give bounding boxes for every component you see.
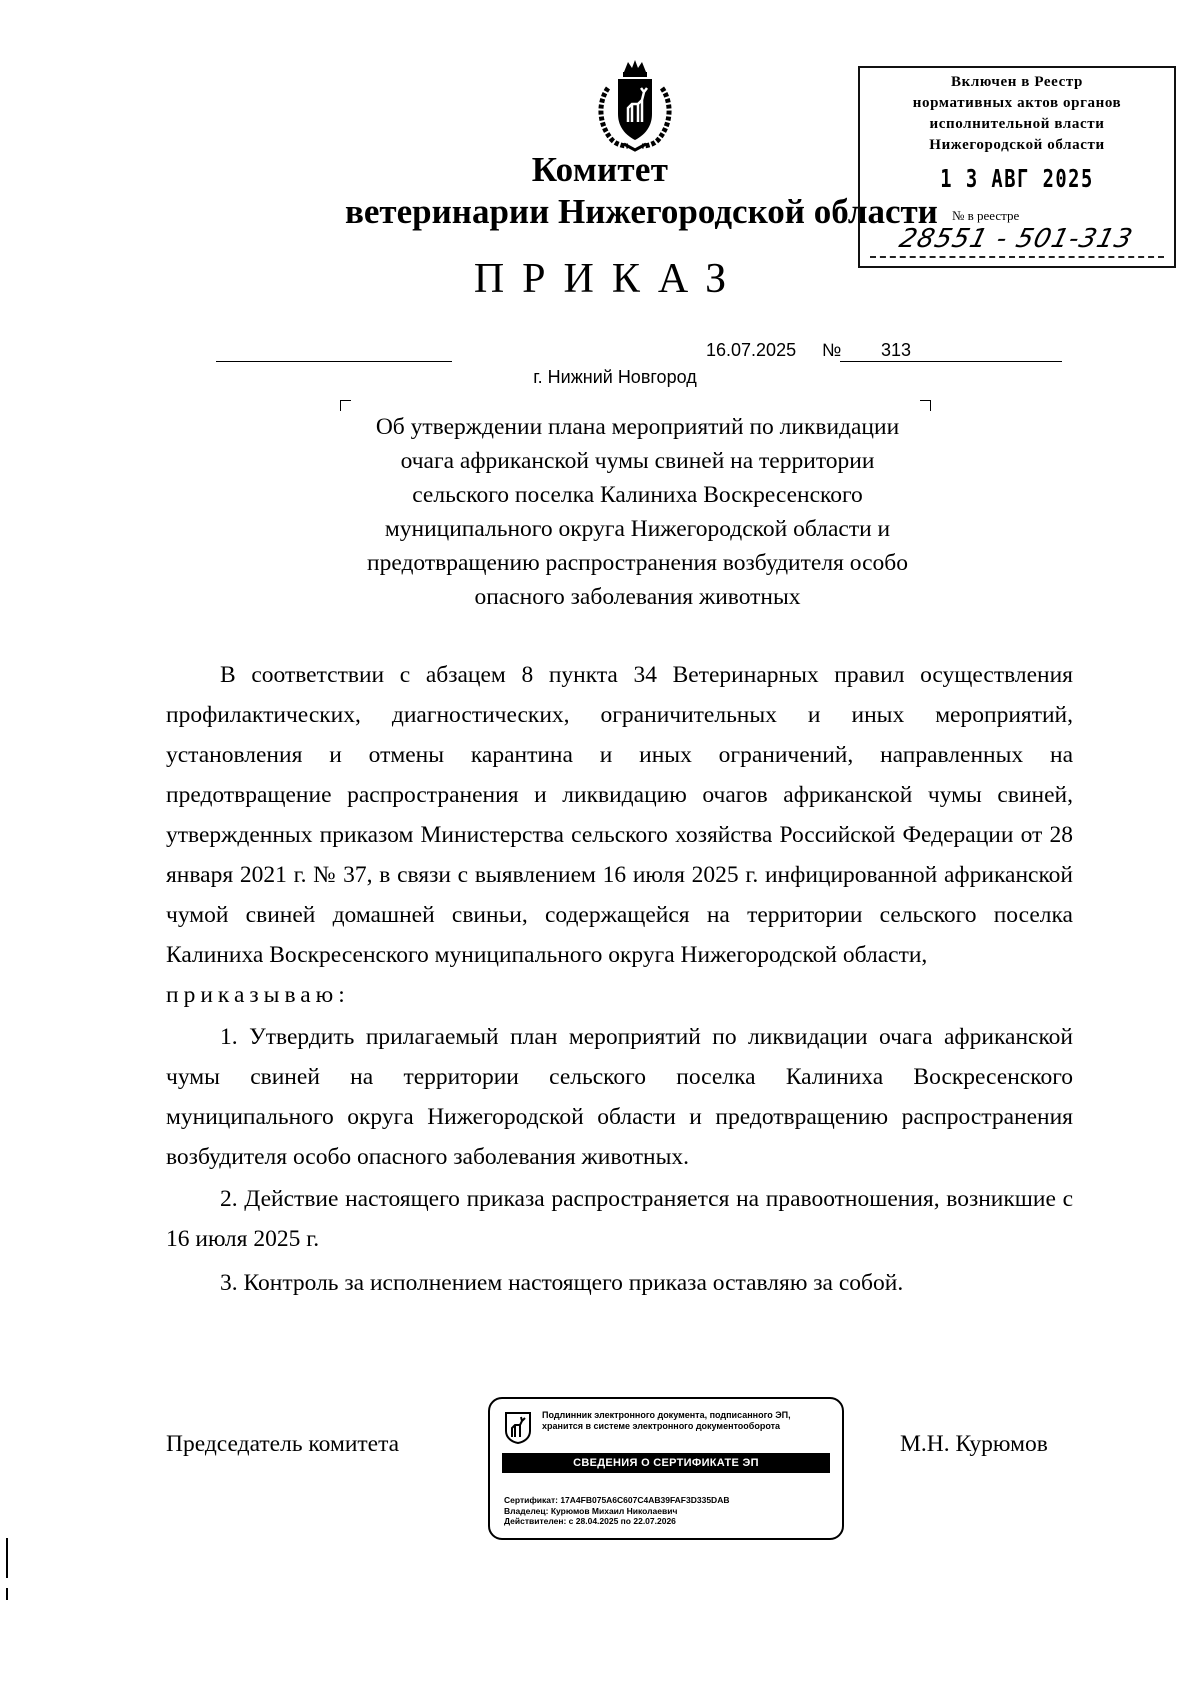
number-underline	[840, 361, 1062, 362]
stamp-line3: исполнительной власти	[929, 116, 1105, 132]
preamble-paragraph: В соответствии с абзацем 8 пункта 34 Ветеринарных правил осуществления профилактических, диагностических, ограничительных и иных мероприятий, установления и отмены карантина и иных ограничений, направленных на предотвращение распространения и ликвидацию очагов африканской чумы свиней, утвержденных приказом Министерства сельского хозяйства Российской Федерации от 28 января 2021 г. № 37, в связи с выявлением 16 июля 2025 г. инфицированной африканской чумой свиней домашней свиньи, содержащейся на территории сельского поселка Калиниха Воскресенского муниципального округа Нижегородской области,	[166, 662, 1073, 968]
stamp-registry-number: 28551 - 501-313	[896, 224, 1137, 254]
document-body	[166, 655, 1073, 1303]
stamp-line4: Нижегородской области	[929, 137, 1105, 153]
document-date: 16.07.2025	[706, 340, 797, 360]
document-city: г. Нижний Новгород	[533, 367, 697, 387]
registry-stamp	[858, 66, 1176, 268]
stamp-registry-label: № в реестре	[952, 208, 1020, 223]
stamp-line2: нормативных актов органов	[912, 95, 1122, 111]
order-item-1: 1. Утвердить прилагаемый план мероприятий по ликвидации очага африканской чумы свиней на территории сельского поселка Калиниха Воскресенского муниципального округа Нижегородской области и предотвращению распространения возбудителя особо опасного заболевания животных.	[166, 1024, 1073, 1170]
order-item-2: 2. Действие настоящего приказа распространяется на правоотношения, возникшие с 16 июля 2025 г.	[166, 1186, 1073, 1252]
esig-note	[542, 1410, 837, 1432]
esig-valid: Действителен: с 28.04.2025 по 22.07.2026	[504, 1516, 676, 1526]
document-type-title: ПРИКАЗ	[473, 256, 745, 302]
org-name-line2: ветеринарии Нижегородской области	[345, 192, 938, 231]
org-name-line1: Комитет	[531, 150, 669, 189]
document-number: 313	[881, 340, 912, 360]
signer-position: Председатель комитета	[166, 1431, 400, 1457]
signer-name: М.Н. Курюмов	[900, 1431, 1048, 1457]
stamp-registry-underline	[870, 256, 1164, 258]
esig-certificate: Сертификат: 17A4FB075A6C607C4AB39FAF3D335DAB	[504, 1495, 730, 1505]
esig-note-line2: хранится в системе электронного документооборота	[542, 1421, 781, 1431]
deer-emblem-icon	[504, 1411, 532, 1444]
esig-header: СВЕДЕНИЯ О СЕРТИФИКАТЕ ЭП	[502, 1453, 830, 1473]
stamp-line1: Включен в Реестр	[951, 74, 1083, 90]
esig-info	[504, 1495, 729, 1527]
subject-corner-right	[920, 400, 931, 411]
order-item-3: 3. Контроль за исполнением настоящего приказа оставляю за собой.	[220, 1270, 904, 1296]
electronic-signature-stamp	[488, 1397, 844, 1540]
document-number-label: №	[822, 340, 842, 360]
esig-owner: Владелец: Курюмов Михаил Николаевич	[504, 1505, 678, 1516]
coat-of-arms-icon	[594, 58, 676, 152]
date-left-rule	[216, 361, 452, 362]
margin-mark	[6, 1538, 8, 1578]
stamp-date: 1 3 АВГ 2025	[940, 164, 1094, 193]
esig-note-line1: Подлинник электронного документа, подписанного ЭП,	[542, 1410, 791, 1420]
order-word: приказываю:	[166, 982, 350, 1008]
margin-mark-small	[6, 1588, 8, 1600]
document-subject: Об утверждении плана мероприятий по ликвидации очага африканской чумы свиней на территории сельского поселка Калиниха Воскресенского муниципального округа Нижегородской области и предотвращению распространения возбудителя особо опасного заболевания животных	[367, 414, 908, 610]
subject-corner-left	[340, 400, 351, 411]
